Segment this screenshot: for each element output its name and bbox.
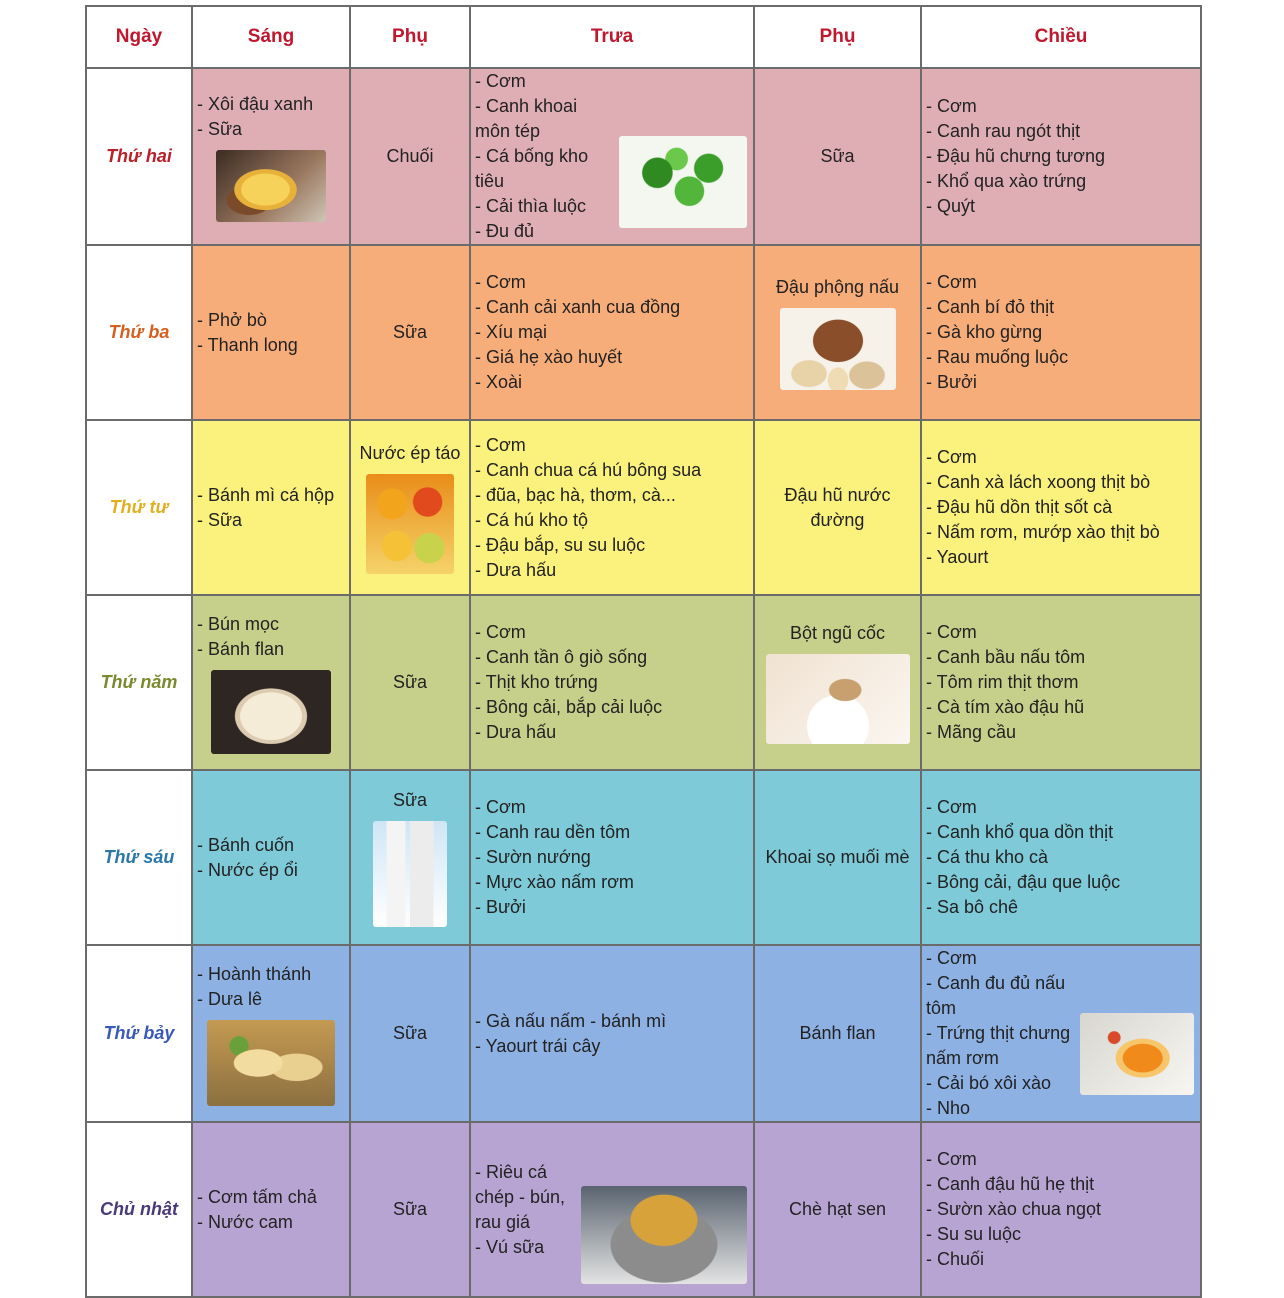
- snack-1-cell: [350, 595, 470, 770]
- list-item: - Canh chua cá hú bông sua: [475, 458, 747, 483]
- list-item: - Sườn nướng: [475, 845, 747, 870]
- list-item: - Canh bí đỏ thịt: [926, 295, 1194, 320]
- header-snack-1: Phụ: [350, 6, 470, 68]
- list-item: - Sữa: [197, 508, 343, 533]
- snack-2-cell: [754, 1122, 921, 1297]
- snack-1-cell: [350, 945, 470, 1122]
- breakfast-cell: [192, 595, 350, 770]
- header-breakfast: Sáng: [192, 6, 350, 68]
- header-day: Ngày: [86, 6, 192, 68]
- dish-list: [193, 833, 349, 883]
- lunch-cell: [470, 595, 754, 770]
- dish-name: Sữa: [392, 1023, 428, 1043]
- list-item: - Cơm: [926, 270, 1194, 295]
- dish-name: Bánh flan: [799, 1023, 876, 1043]
- sticky-rice-photo-icon: [216, 150, 326, 222]
- day-label: Chủ nhật: [86, 1122, 192, 1297]
- breakfast-cell: [192, 68, 350, 245]
- wonton-photo-icon: [207, 1020, 335, 1106]
- dinner-cell: [921, 1122, 1201, 1297]
- snack-1-cell: [350, 420, 470, 595]
- breakfast-cell: [192, 1122, 350, 1297]
- dish-name: Chè hạt sen: [788, 1199, 887, 1219]
- noodle-bowl-photo-icon: [211, 670, 331, 754]
- dish-name: Đậu phộng nấu: [775, 277, 900, 297]
- list-item: - Cơm: [475, 69, 613, 94]
- dish-name: Sữa: [820, 146, 855, 166]
- table-row: [86, 1122, 1201, 1297]
- list-item: - Đậu bắp, su su luộc: [475, 533, 747, 558]
- list-item: - Bánh cuốn: [197, 833, 343, 858]
- dinner-cell: [921, 945, 1201, 1122]
- snack-2-cell: [754, 420, 921, 595]
- dish-list: [193, 962, 349, 1012]
- list-item: - Canh khổ qua dồn thịt: [926, 820, 1194, 845]
- list-item: - Dưa hấu: [475, 720, 747, 745]
- dinner-cell-content: [922, 795, 1200, 920]
- dinner-cell: [921, 245, 1201, 420]
- list-item: - Cơm: [475, 270, 747, 295]
- list-item: - Bông cải, đậu que luộc: [926, 870, 1194, 895]
- list-item: - Cà tím xào đậu hũ: [926, 695, 1194, 720]
- greens-photo-icon: [619, 136, 747, 228]
- dish-name: Sữa: [392, 322, 428, 342]
- dinner-cell: [921, 770, 1201, 945]
- weekly-meal-table: [85, 5, 1202, 1298]
- list-item: - Nước cam: [197, 1210, 343, 1235]
- header-snack-2: Phụ: [754, 6, 921, 68]
- list-item: - Sa bô chê: [926, 895, 1194, 920]
- lunch-cell-content: [471, 795, 753, 920]
- snack-2-cell: [754, 770, 921, 945]
- day-label: Thứ sáu: [86, 770, 192, 945]
- dish-list: [471, 620, 753, 745]
- dish-list: [193, 1185, 349, 1235]
- dish-list: [471, 1160, 581, 1260]
- milk-photo-icon: [373, 821, 447, 927]
- list-item: - Canh tần ô giò sống: [475, 645, 747, 670]
- list-item: - Cải bó xôi xào: [926, 1071, 1074, 1096]
- table-row: [86, 68, 1201, 245]
- dinner-cell: [921, 68, 1201, 245]
- list-item: - Thịt kho trứng: [475, 670, 747, 695]
- dinner-cell-content: [922, 94, 1200, 219]
- list-item: - Gà kho gừng: [926, 320, 1194, 345]
- day-label: Thứ ba: [86, 245, 192, 420]
- list-item: - Xôi đậu xanh: [197, 92, 343, 117]
- list-item: - Bánh flan: [197, 637, 343, 662]
- snack-1-cell: [350, 1122, 470, 1297]
- list-item: - Cơm: [926, 946, 1074, 971]
- dinner-cell-content: [922, 946, 1200, 1121]
- list-item: - Thanh long: [197, 333, 343, 358]
- day-label: Thứ bảy: [86, 945, 192, 1122]
- dinner-cell-content: [922, 270, 1200, 395]
- list-item: - Su su luộc: [926, 1222, 1194, 1247]
- fish-soup-photo-icon: [581, 1186, 747, 1284]
- lunch-cell-content: [471, 1136, 753, 1284]
- lunch-cell: [470, 1122, 754, 1297]
- food-image-box: [193, 1020, 349, 1106]
- lunch-cell: [470, 945, 754, 1122]
- list-item: - Cơm: [475, 433, 747, 458]
- list-item: - Nho: [926, 1096, 1074, 1121]
- food-image-box: [755, 654, 920, 744]
- dish-list: [193, 308, 349, 358]
- list-item: - Quýt: [926, 194, 1194, 219]
- list-item: - Gà nấu nấm - bánh mì: [475, 1009, 747, 1034]
- dinner-cell: [921, 420, 1201, 595]
- lunch-cell-content: [471, 620, 753, 745]
- lunch-cell: [470, 420, 754, 595]
- list-item: - Cơm: [926, 94, 1194, 119]
- list-item: - Dưa hấu: [475, 558, 747, 583]
- snack-1-cell: [350, 245, 470, 420]
- dish-list: [471, 433, 753, 583]
- list-item: - đũa, bạc hà, thơm, cà...: [475, 483, 747, 508]
- list-item: - Bông cải, bắp cải luộc: [475, 695, 747, 720]
- breakfast-cell-content: [193, 1185, 349, 1235]
- list-item: - Đậu hũ chưng tương: [926, 144, 1194, 169]
- breakfast-cell-content: [193, 483, 349, 533]
- dish-name: Sữa: [392, 790, 428, 810]
- dish-name: Khoai sọ muối mè: [765, 847, 910, 867]
- dinner-cell-content: [922, 620, 1200, 745]
- list-item: - Canh khoai môn tép: [475, 94, 613, 144]
- meal-rows: [86, 68, 1201, 1297]
- list-item: - Canh bầu nấu tôm: [926, 645, 1194, 670]
- snack-2-cell: [754, 945, 921, 1122]
- list-item: - Sườn xào chua ngọt: [926, 1197, 1194, 1222]
- lunch-cell-content: [471, 1009, 753, 1059]
- list-item: - Yaourt trái cây: [475, 1034, 747, 1059]
- list-item: - Canh đậu hũ hẹ thịt: [926, 1172, 1194, 1197]
- dinner-cell-content: [922, 445, 1200, 570]
- header-dinner: Chiều: [921, 6, 1201, 68]
- breakfast-cell-content: [193, 962, 349, 1106]
- table-row: [86, 420, 1201, 595]
- list-item: - Canh đu đủ nấu tôm: [926, 971, 1074, 1021]
- list-item: - Bưởi: [475, 895, 747, 920]
- lunch-cell: [470, 770, 754, 945]
- list-item: - Đu đủ: [475, 219, 613, 244]
- day-label: Thứ năm: [86, 595, 192, 770]
- breakfast-cell-content: [193, 92, 349, 222]
- dish-list: [922, 445, 1200, 570]
- list-item: - Cải thìa luộc: [475, 194, 613, 219]
- food-image-box: [581, 1186, 747, 1284]
- dish-list: [922, 94, 1200, 219]
- list-item: - Giá hẹ xào huyết: [475, 345, 747, 370]
- list-item: - Bưởi: [926, 370, 1194, 395]
- list-item: - Cá bống kho tiêu: [475, 144, 613, 194]
- snack-2-cell: [754, 245, 921, 420]
- snack-2-cell: [754, 595, 921, 770]
- food-image-box: [193, 670, 349, 754]
- dish-list: [193, 612, 349, 662]
- list-item: - Canh xà lách xoong thịt bò: [926, 470, 1194, 495]
- list-item: - Cơm: [926, 795, 1194, 820]
- dish-list: [922, 795, 1200, 920]
- list-item: - Vú sữa: [475, 1235, 575, 1260]
- list-item: - Nấm rơm, mướp xào thịt bò: [926, 520, 1194, 545]
- dish-list: [471, 69, 619, 244]
- table-row: [86, 770, 1201, 945]
- list-item: - Hoành thánh: [197, 962, 343, 987]
- table-row: [86, 595, 1201, 770]
- breakfast-cell-content: [193, 308, 349, 358]
- list-item: - Sữa: [197, 117, 343, 142]
- lunch-cell-content: [471, 69, 753, 244]
- food-image-box: [619, 136, 747, 228]
- lunch-cell: [470, 68, 754, 245]
- snack-1-cell: [350, 770, 470, 945]
- food-image-box: [351, 821, 469, 927]
- breakfast-cell: [192, 770, 350, 945]
- list-item: - Riêu cá chép - bún, rau giá: [475, 1160, 575, 1235]
- list-item: - Cơm: [926, 1147, 1194, 1172]
- breakfast-cell: [192, 945, 350, 1122]
- breakfast-cell: [192, 245, 350, 420]
- dinner-cell: [921, 595, 1201, 770]
- header-lunch: Trưa: [470, 6, 754, 68]
- day-label: Thứ hai: [86, 68, 192, 245]
- peanuts-photo-icon: [780, 308, 896, 390]
- dish-list: [922, 270, 1200, 395]
- list-item: - Dưa lê: [197, 987, 343, 1012]
- dish-name: Nước ép táo: [359, 443, 461, 463]
- dish-list: [193, 92, 349, 142]
- dish-name: Chuối: [386, 146, 434, 166]
- dish-name: Sữa: [392, 1199, 428, 1219]
- lunch-cell: [470, 245, 754, 420]
- list-item: - Chuối: [926, 1247, 1194, 1272]
- breakfast-cell-content: [193, 833, 349, 883]
- lunch-cell-content: [471, 433, 753, 583]
- list-item: - Cơm: [926, 445, 1194, 470]
- list-item: - Mãng cầu: [926, 720, 1194, 745]
- dish-list: [471, 270, 753, 395]
- list-item: - Yaourt: [926, 545, 1194, 570]
- list-item: - Xíu mại: [475, 320, 747, 345]
- food-image-box: [351, 474, 469, 574]
- list-item: - Nước ép ổi: [197, 858, 343, 883]
- list-item: - Tôm rim thịt thơm: [926, 670, 1194, 695]
- dish-list: [471, 795, 753, 920]
- dish-name: Đậu hũ nước đường: [784, 484, 891, 530]
- list-item: - Trứng thịt chưng nấm rơm: [926, 1021, 1074, 1071]
- list-item: - Cơm: [926, 620, 1194, 645]
- header-row: [86, 6, 1201, 68]
- dish-list: [922, 1147, 1200, 1272]
- dinner-cell-content: [922, 1147, 1200, 1272]
- list-item: - Cá thu kho cà: [926, 845, 1194, 870]
- dish-list: [193, 483, 349, 533]
- snack-1-cell: [350, 68, 470, 245]
- food-image-box: [1080, 1013, 1194, 1095]
- list-item: - Bánh mì cá hộp: [197, 483, 343, 508]
- list-item: - Canh rau dền tôm: [475, 820, 747, 845]
- list-item: - Mực xào nấm rơm: [475, 870, 747, 895]
- list-item: - Canh cải xanh cua đồng: [475, 295, 747, 320]
- lunch-cell-content: [471, 270, 753, 395]
- list-item: - Cơm tấm chả: [197, 1185, 343, 1210]
- food-image-box: [193, 150, 349, 222]
- table-row: [86, 245, 1201, 420]
- dish-list: [922, 946, 1080, 1121]
- apple-juice-photo-icon: [366, 474, 454, 574]
- list-item: - Đậu hũ dồn thịt sốt cà: [926, 495, 1194, 520]
- dish-name: Bột ngũ cốc: [789, 623, 886, 643]
- list-item: - Cơm: [475, 620, 747, 645]
- list-item: - Phở bò: [197, 308, 343, 333]
- dish-list: [922, 620, 1200, 745]
- list-item: - Rau muống luộc: [926, 345, 1194, 370]
- breakfast-cell-content: [193, 612, 349, 754]
- dish-list: [471, 1009, 753, 1059]
- cereal-photo-icon: [766, 654, 910, 744]
- table-row: [86, 945, 1201, 1122]
- day-label: Thứ tư: [86, 420, 192, 595]
- breakfast-cell: [192, 420, 350, 595]
- list-item: - Khổ qua xào trứng: [926, 169, 1194, 194]
- list-item: - Xoài: [475, 370, 747, 395]
- food-image-box: [755, 308, 920, 390]
- list-item: - Cơm: [475, 795, 747, 820]
- list-item: - Cá hú kho tộ: [475, 508, 747, 533]
- snack-2-cell: [754, 68, 921, 245]
- dish-name: Sữa: [392, 672, 428, 692]
- list-item: - Canh rau ngót thịt: [926, 119, 1194, 144]
- list-item: - Bún mọc: [197, 612, 343, 637]
- flan-photo-icon: [1080, 1013, 1194, 1095]
